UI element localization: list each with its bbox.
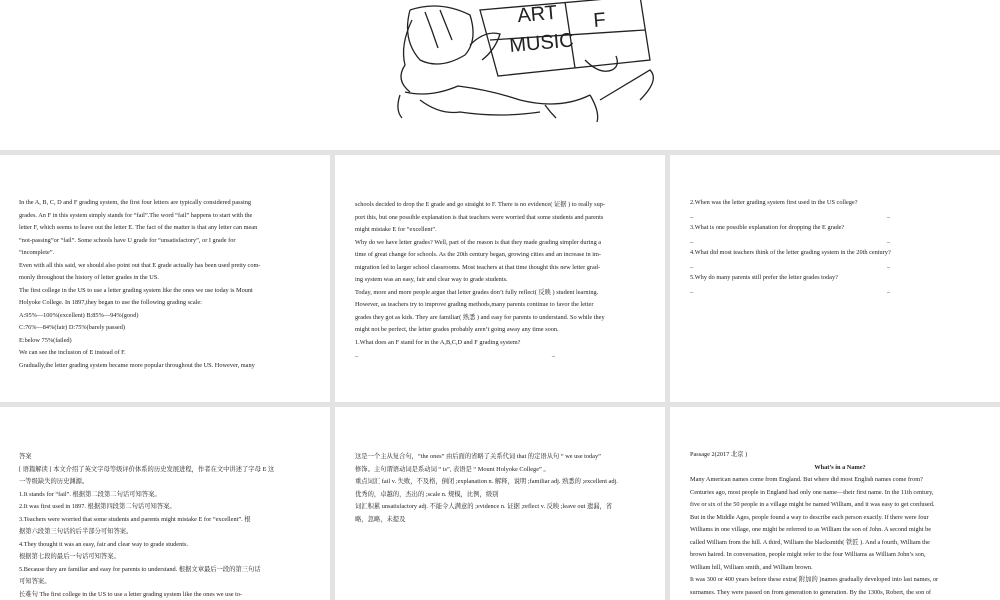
text-line: 5.Because they are familiar and easy for parents to understand. 根据文章最后一段的第三句话 xyxy=(19,565,261,573)
text-line: 词汇积累 unsatisfactory adj. 不能令人满意的 ;evidence n. 证据 ;reflect v. 反映 ;leave out 遗漏，省 xyxy=(355,503,613,510)
text-line: A:95%—100%(excellent) B:85%—94%(good) xyxy=(19,311,139,319)
question-1: 1.What does an F stand for in the A,B,C,D and F grading system? xyxy=(355,338,521,346)
answer-blank: _ _ xyxy=(690,261,890,269)
text-line: 答案 xyxy=(19,453,32,460)
text-line: In the A, B, C, D and F grading system, the first four letters are typically considered passing xyxy=(19,199,252,206)
text-line: brown haired. In conversation, people might refer to the four Williams as William John’s son, xyxy=(690,551,926,558)
passage-title: What’s in a Name? xyxy=(814,463,866,471)
text-line: 略，忽略，未提及 xyxy=(355,515,406,523)
text-line: We can see the inclusion of E instead of F. xyxy=(19,349,126,356)
page-panel-2 xyxy=(335,155,665,402)
passage-header: Passage 2(2017 北京 ) xyxy=(690,451,748,458)
text-line: Williams in one village, one might be referred to as William the son of John. A second might be xyxy=(690,526,932,533)
text-line: 据第六段第三句话的后半部分可知答案。 xyxy=(19,528,133,535)
page-panel-1 xyxy=(0,155,330,402)
text-line: port this, but one possible explanation is that teachers were worried that some students and parents xyxy=(355,213,604,221)
text-line: Holyoke College. In 1897,they began to use the following grading scale: xyxy=(19,299,202,306)
text-line: “incomplete”. xyxy=(19,249,55,256)
answer-blank: _ _ xyxy=(690,236,890,244)
question-4: 4.What did most teachers think of the letter grading system in the 20th century? xyxy=(690,249,891,256)
illustration-area xyxy=(0,0,1000,150)
text-line: surnames. They were passed on from generation to generation. By the 1300s, Robert, the son of xyxy=(690,588,932,596)
answer-blank: _ _ xyxy=(355,351,555,358)
text-line: It was 300 or 400 years before these extra( 附加的 )names gradually developed into last names, or xyxy=(690,576,939,583)
text-line: Many American names come from England. But where did most English names come from? xyxy=(690,476,923,483)
text-line: might mistake E for “excellent”. xyxy=(355,226,437,233)
text-line: 根据第七段的最后一句话可知答案。 xyxy=(19,553,120,560)
text-line: But in the Middle Ages, people found a way to describe each person exactly. If there were four xyxy=(690,513,929,521)
text-line: time of great change for schools. As the 20th century began, growing cities and an increase in im- xyxy=(355,251,602,258)
text-line: [ 语篇解读 ] 本文介绍了英文字母等级评价体系的历史发展进程，作者在文中讲述了字母 E 这 xyxy=(19,465,275,473)
text-line: letter F, which seems to leave out the letter E. The fact of the matter is that any letter can mean xyxy=(19,224,258,231)
passage-text xyxy=(355,199,655,362)
text-line: However, as teachers try to improve grading methods,many parents continue to favor the letter xyxy=(355,301,594,308)
text-line: C:76%—84%(fair) D:75%(barely passed) xyxy=(19,324,125,331)
board-word-f: F xyxy=(592,8,607,32)
text-line: 4.They thought it was an easy, fair and clear way to grade students. xyxy=(19,540,189,548)
text-line: Today, more and more people argue that letter grades don’t fully reflect( 反映 ) student learning. xyxy=(355,288,599,296)
text-line: Gradually,the letter grading system became more popular throughout the US. However, many xyxy=(19,361,255,369)
question-5: 5.Why do many parents still prefer the letter grades today? xyxy=(690,274,838,281)
text-line: 优秀的，卓越的，杰出的 ;scale n. 规模，比例，级别 xyxy=(355,490,499,498)
passage-2-text xyxy=(690,449,990,599)
text-line: grades they got as kids. They are familiar( 熟悉 ) and easy for parents to understand. So while they xyxy=(355,313,605,321)
page-panel-3 xyxy=(670,155,1000,402)
text-line: 一等级缺失的历史渊源。 xyxy=(19,478,89,485)
text-line: 长难句 The first college in the US to use a letter grading system like the ones we use to- xyxy=(19,590,243,598)
question-3: 3.What is one possible explanation for dropping the E grade? xyxy=(690,224,845,231)
text-line: Even with all this said, we should also point out that E grade actually has been used pretty com- xyxy=(19,261,261,269)
answer-blank: _ _ xyxy=(690,211,890,219)
text-line: 3.Teachers were worried that some students and parents might mistake E for “excellent”. 根 xyxy=(19,515,251,523)
answers-text xyxy=(19,451,319,600)
text-line: “not-passing”or “fail”. Some schools have U grade for “unsatisfactory”, or I grade for xyxy=(19,236,236,244)
board-word-music: MUSIC xyxy=(508,29,575,57)
text-line: ing system was an easy, fair and clear way to grade students. xyxy=(355,276,508,283)
text-line: 2.It was first used in 1897. 根据第四段第二句话可知答案。 xyxy=(19,503,176,510)
text-line: might not be perfect, the letter grades probably aren’t going away any time soon. xyxy=(355,326,559,333)
text-line: The first college in the US to use a letter grading system like the ones we use today is Mount xyxy=(19,286,253,294)
text-line: schools decided to drop the E grade and go straight to F. There is no evidence( 证据 ) to really sup- xyxy=(355,201,605,208)
text-line: E:below 75%(failed) xyxy=(19,336,72,344)
answer-blank: _ _ xyxy=(690,286,890,294)
text-line: 这是一个主从复合句，“the ones” 由后面的省略了关系代词 that 的定语从句 “ we use today” xyxy=(355,453,601,460)
text-line: 1.It stands for “fail”. 根据第二段第二句话可知答案。 xyxy=(19,490,161,498)
text-line: called William from the hill. A third, William the blacksmith( 铁匠 ). And a fourth, William the xyxy=(690,538,930,546)
text-line: 可知答案。 xyxy=(19,578,51,585)
text-line: Centuries ago, most people in England had only one name—their first name. In the 11th century, xyxy=(690,488,934,496)
notes-text xyxy=(355,451,655,526)
page-panel-4 xyxy=(0,407,330,600)
text-line: Why do we have letter grades? Well, part of the reason is that they made grading simpler during a xyxy=(355,238,602,246)
text-line: William hill, William smith, and William brown. xyxy=(690,563,813,571)
passage-text xyxy=(19,197,319,372)
text-line: five or six of the 50 people in a village might be named William, and it was easy to get confused. xyxy=(690,501,935,508)
text-line: migration led to larger school classrooms. Most teachers at that time thought this new letter grad- xyxy=(355,263,601,271)
text-line: monly throughout the history of letter grades in the US. xyxy=(19,274,159,281)
student-holding-board-illustration xyxy=(0,0,1000,150)
text-line: grades. An F in this system simply stands for “fail”.The word “fail” happens to start with the xyxy=(19,211,253,219)
page-panel-6 xyxy=(670,407,1000,600)
text-line: 修饰。主句谓语动词是系动词 “ is”, 表语是 “ Mount Holyoke College” 。 xyxy=(355,465,550,473)
page-panel-5 xyxy=(335,407,665,600)
board-word-art: ART xyxy=(516,1,558,28)
question-2: 2.When was the letter grading system first used in the US college? xyxy=(690,199,858,206)
questions-text xyxy=(690,197,990,297)
text-line: 重点词汇 fail v. 失败，不及格，倒闭 ;explanation n. 解释，说明 ;familiar adj. 熟悉的 ;excellent adj. xyxy=(355,478,618,485)
